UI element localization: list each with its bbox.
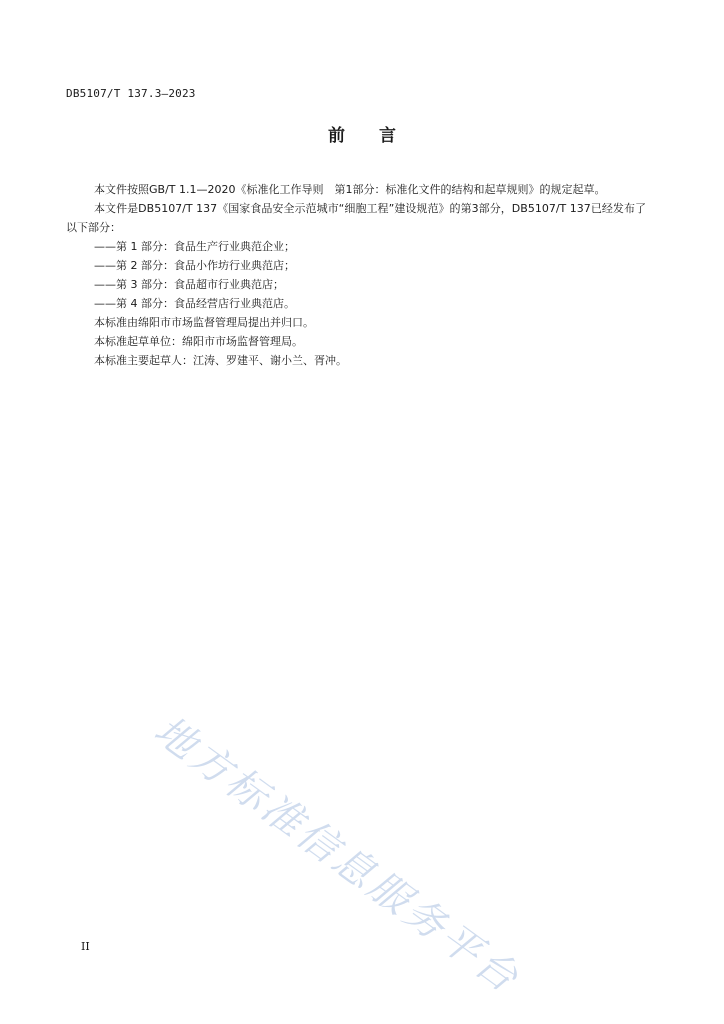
- paragraph-drafters: 本标准主要起草人：江涛、罗建平、谢小兰、胥冲。: [94, 354, 347, 367]
- page-number: II: [81, 940, 90, 953]
- paragraph-series-parts: 本文件是DB5107/T 137《国家食品安全示范城市“细胞工程”建设规范》的第3部分，DB5107/T 137已经发布了以下部分：: [66, 202, 646, 234]
- document-code: DB5107/T 137.3—2023: [66, 87, 196, 100]
- list-item-part-3: ——第 3 部分：食品超市行业典范店；: [94, 278, 284, 291]
- list-item-part-2: ——第 2 部分：食品小作坊行业典范店；: [94, 259, 295, 272]
- paragraph-drafting-unit: 本标准起草单位：绵阳市市场监督管理局。: [94, 335, 303, 348]
- page-title: 前言: [328, 126, 430, 146]
- paragraph-proposer: 本标准由绵阳市市场监督管理局提出并归口。: [94, 316, 314, 329]
- watermark: 地方标准信息服务平台: [145, 707, 529, 1004]
- list-item-part-1: ——第 1 部分：食品生产行业典范企业；: [94, 240, 295, 253]
- foreword-body: [66, 180, 646, 370]
- list-item-part-4: ——第 4 部分：食品经营店行业典范店。: [94, 297, 295, 310]
- paragraph-drafting-rules: 本文件按照GB/T 1.1—2020《标准化工作导则 第1部分：标准化文件的结构和起草规则》的规定起草。: [94, 183, 606, 196]
